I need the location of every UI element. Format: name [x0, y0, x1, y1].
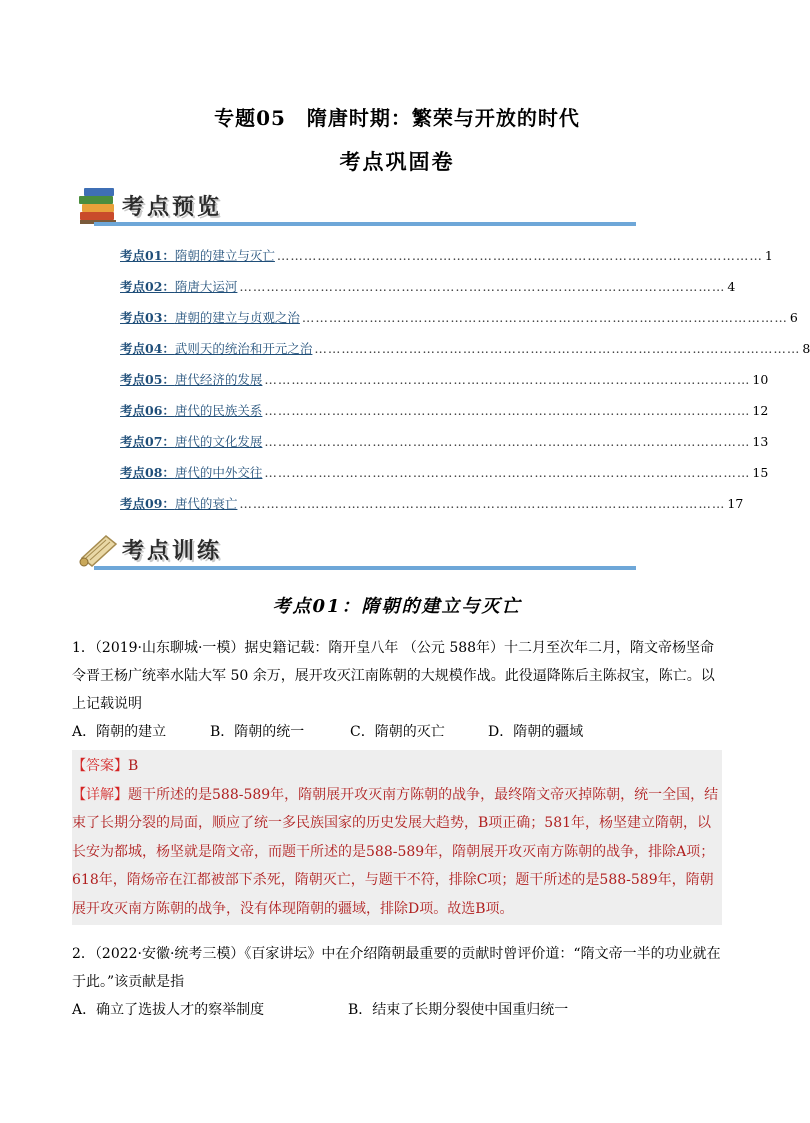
toc-leader: ………………………………………………………………………………………………: [239, 496, 726, 511]
detail-body: 题干所述的是588-589年，隋朝展开攻灭南方陈朝的战争，最终隋文帝灭掉陈朝，统一全国，结束了长期分裂的局面，顺应了统一多民族国家的历史发展大趋势，B项正确；581年，杨坚建立隋朝，以长安为都城，杨坚就是隋文帝，而题干所述的是588-589年，隋朝展开攻灭南方陈朝的战争，排除A项；618年，隋炀帝在江都被部下杀死，隋朝灭亡，与题干不符，排除C项；题干所述的是588-589年，隋朝展开攻灭南方陈朝的战争，没有体现隋朝的疆域，排除D项。故选B项。: [72, 786, 719, 917]
toc-leader: ………………………………………………………………………………………………: [276, 248, 763, 263]
section-label-training: 考点训练: [122, 539, 223, 564]
toc-item[interactable]: [120, 364, 769, 395]
kaodian-heading: 考点01：隋朝的建立与灭亡: [272, 596, 522, 617]
toc-leader: ………………………………………………………………………………………………: [301, 310, 788, 325]
section-banner-preview: [76, 184, 636, 234]
toc-num[interactable]: 考点02：: [120, 279, 175, 294]
detail-text: [72, 781, 722, 924]
toc-name[interactable]: 唐代的民族关系: [174, 403, 263, 418]
toc-page: 17: [727, 496, 744, 511]
divider: [94, 222, 636, 226]
toc-name[interactable]: 唐代的文化发展: [174, 434, 263, 449]
detail-tag: 【详解】: [72, 786, 128, 803]
section-label-preview: 考点预览: [122, 195, 223, 220]
toc-name[interactable]: 唐朝的建立与贞观之治: [174, 310, 300, 325]
question-stem: 1．（2019·山东聊城·一模）据史籍记载：隋开皇八年 （公元 588年）十二月至次年二月，隋文帝杨坚命令晋王杨广统率水陆大军 50 余万，展开攻灭江南陈朝的大规模作战。此役逼降陈后主陈叔宝，陈亡。以上记载说明: [72, 640, 715, 712]
toc-page: 4: [727, 279, 736, 294]
answer-tag: 【答案】: [72, 758, 128, 774]
toc-page: 1: [764, 248, 773, 263]
answer-value: B: [128, 758, 139, 774]
answer-box: [72, 750, 722, 925]
page-subtitle: 考点巩固卷: [339, 149, 455, 174]
question-options: [72, 996, 722, 1024]
toc-leader: ………………………………………………………………………………………………: [264, 434, 751, 449]
toc: [120, 240, 810, 519]
toc-item[interactable]: [120, 333, 810, 364]
page-title: 专题05 隋唐时期：繁荣与开放的时代: [214, 106, 580, 130]
question-options: [72, 718, 722, 746]
toc-page: 6: [789, 310, 798, 325]
toc-name[interactable]: 唐代的中外交往: [174, 465, 263, 480]
toc-name[interactable]: 隋唐大运河: [174, 279, 238, 294]
section-banner-training: [76, 528, 636, 578]
toc-name[interactable]: 隋朝的建立与灭亡: [174, 248, 275, 263]
toc-page: 10: [752, 372, 769, 387]
toc-page: 13: [752, 434, 769, 449]
toc-num[interactable]: 考点06：: [120, 403, 175, 418]
question-1: [72, 634, 722, 746]
toc-name[interactable]: 唐代经济的发展: [174, 372, 263, 387]
toc-item[interactable]: [120, 271, 736, 302]
toc-item[interactable]: [120, 395, 769, 426]
divider: [94, 566, 636, 570]
toc-item[interactable]: [120, 488, 744, 519]
toc-leader: ………………………………………………………………………………………………: [264, 403, 751, 418]
toc-leader: ………………………………………………………………………………………………: [264, 465, 751, 480]
question-stem: 2．（2022·安徽·统考三模）《百家讲坛》中在介绍隋朝最重要的贡献时曾评价道：“隋文帝一半的功业就在于此。”该贡献是指: [72, 946, 721, 990]
toc-item[interactable]: [120, 302, 798, 333]
option-b[interactable]: B．结束了长期分裂使中国重归统一: [348, 1002, 569, 1018]
option-a[interactable]: A．隋朝的建立: [72, 724, 167, 740]
option-b[interactable]: B．隋朝的统一: [210, 724, 305, 740]
toc-num[interactable]: 考点09：: [120, 496, 175, 511]
toc-num[interactable]: 考点05：: [120, 372, 175, 387]
toc-page: 12: [752, 403, 769, 418]
toc-page: 8: [802, 341, 810, 356]
toc-num[interactable]: 考点07：: [120, 434, 175, 449]
question-2: [72, 940, 722, 1024]
toc-page: 15: [752, 465, 769, 480]
answer-line: [72, 752, 722, 781]
toc-item[interactable]: [120, 457, 769, 488]
toc-name[interactable]: 唐代的衰亡: [174, 496, 238, 511]
toc-num[interactable]: 考点08：: [120, 465, 175, 480]
option-d[interactable]: D．隋朝的疆域: [488, 724, 584, 740]
toc-num[interactable]: 考点04：: [120, 341, 175, 356]
option-c[interactable]: C．隋朝的灭亡: [350, 724, 445, 740]
toc-leader: ………………………………………………………………………………………………: [314, 341, 801, 356]
toc-name[interactable]: 武则天的统治和开元之治: [174, 341, 313, 356]
option-a[interactable]: A．确立了选拔人才的察举制度: [72, 1002, 265, 1018]
toc-item[interactable]: [120, 240, 773, 271]
toc-leader: ………………………………………………………………………………………………: [264, 372, 751, 387]
toc-num[interactable]: 考点01：: [120, 248, 175, 263]
toc-num[interactable]: 考点03：: [120, 310, 175, 325]
toc-item[interactable]: [120, 426, 769, 457]
toc-leader: ………………………………………………………………………………………………: [239, 279, 726, 294]
